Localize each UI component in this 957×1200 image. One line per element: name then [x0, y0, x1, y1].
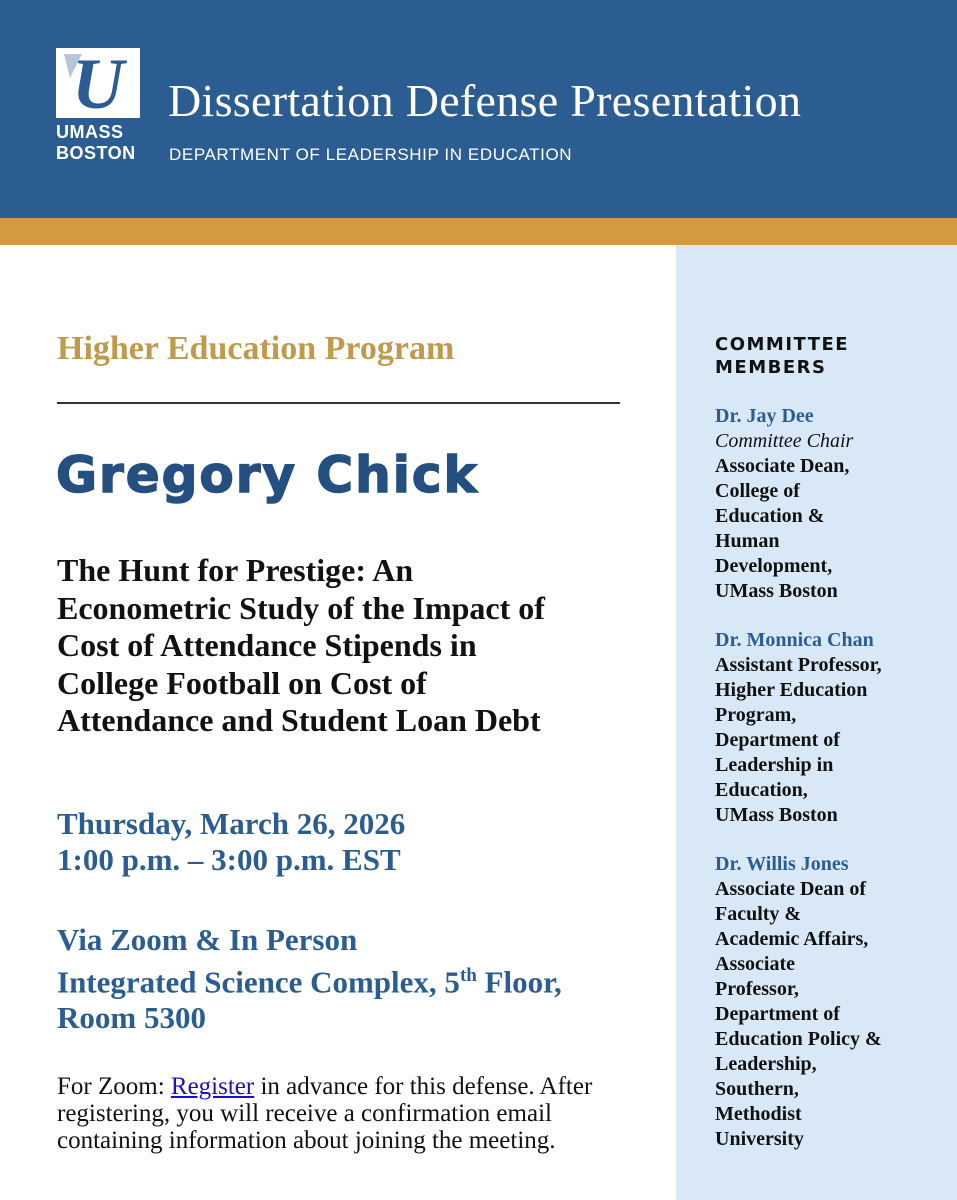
member-affiliation: Methodist: [715, 1103, 802, 1125]
committee-heading: [715, 333, 849, 379]
zoom-suffix: in advance for this defense. After: [254, 1073, 593, 1100]
committee-member: [715, 628, 945, 828]
zoom-line-1: [57, 1073, 657, 1100]
logo-text-boston: BOSTON: [56, 143, 136, 163]
dissertation-line: The Hunt for Prestige: An: [57, 552, 414, 588]
zoom-prefix: For Zoom:: [57, 1073, 171, 1100]
committee-member: [715, 404, 945, 604]
logo-text-umass: UMASS: [56, 122, 124, 142]
committee-heading-line: MEMBERS: [715, 357, 827, 378]
location-mode: Via Zoom & In Person: [57, 922, 358, 957]
divider: [57, 402, 620, 404]
member-affiliation: Southern,: [715, 1078, 799, 1100]
department-name: DEPARTMENT OF LEADERSHIP IN EDUCATION: [169, 145, 573, 164]
member-affiliation: Education &: [715, 505, 825, 527]
member-affiliation: Department of: [715, 1003, 840, 1025]
dissertation-line: College Football on Cost of: [57, 664, 427, 701]
member-affiliation: Department of: [715, 729, 840, 751]
register-link[interactable]: Register: [170, 1073, 255, 1100]
member-affiliation: Associate: [715, 953, 795, 975]
member-affiliation: Education,: [715, 779, 808, 801]
member-affiliation: UMass Boston: [715, 580, 838, 602]
zoom-line-3: containing information about joining the meeting.: [57, 1127, 556, 1154]
dissertation-title: [57, 552, 657, 740]
member-affiliation: College of: [715, 480, 800, 502]
member-affiliation: Human: [715, 530, 780, 552]
location-building: [57, 958, 562, 1000]
location-room: Room 5300: [57, 1000, 206, 1036]
dissertation-line: Econometric Study of the Impact of: [57, 589, 545, 626]
member-affiliation: UMass Boston: [715, 804, 838, 826]
member-affiliation: Professor,: [715, 978, 799, 1000]
defense-datetime: [57, 806, 405, 878]
defense-location: [57, 922, 562, 1036]
candidate-name: Gregory Chick: [56, 446, 479, 504]
umass-logo-icon: [56, 48, 140, 118]
member-name: Dr. Monnica Chan: [715, 629, 874, 651]
program-name: Higher Education Program: [57, 330, 455, 367]
zoom-line-2: registering, you will receive a confirmation email: [57, 1100, 552, 1127]
member-name: Dr. Jay Dee: [715, 405, 814, 427]
member-affiliation: Higher Education: [715, 679, 868, 701]
location-floor-text: Floor,: [476, 964, 562, 1000]
committee-heading-line: COMMITTEE: [715, 334, 850, 355]
defense-date: Thursday, March 26, 2026: [57, 806, 406, 841]
member-affiliation: Associate Dean,: [715, 455, 850, 477]
zoom-info: [57, 1073, 657, 1154]
member-affiliation: Leadership,: [715, 1053, 817, 1075]
member-affiliation: Development,: [715, 555, 833, 577]
member-affiliation: Program,: [715, 704, 797, 726]
page-title: Dissertation Defense Presentation: [168, 75, 802, 126]
member-affiliation: Academic Affairs,: [715, 928, 869, 950]
member-affiliation: Assistant Professor,: [715, 654, 882, 676]
location-ordinal: th: [459, 965, 477, 986]
member-affiliation: University: [715, 1128, 804, 1150]
logo-mark-letter: U: [72, 48, 124, 118]
member-affiliation: Education Policy &: [715, 1028, 882, 1050]
member-affiliation: Faculty &: [715, 903, 802, 925]
location-building-text: Integrated Science Complex, 5: [57, 964, 460, 1000]
dissertation-line: Attendance and Student Loan Debt: [57, 702, 541, 738]
committee-member: [715, 852, 945, 1152]
accent-stripe: [0, 218, 957, 245]
member-role: Committee Chair: [715, 430, 854, 452]
member-name: Dr. Willis Jones: [715, 853, 849, 875]
member-affiliation: Associate Dean of: [715, 878, 867, 900]
member-affiliation: Leadership in: [715, 754, 834, 776]
dissertation-line: Cost of Attendance Stipends in: [57, 627, 477, 663]
defense-time: 1:00 p.m. – 3:00 p.m. EST: [57, 842, 401, 877]
